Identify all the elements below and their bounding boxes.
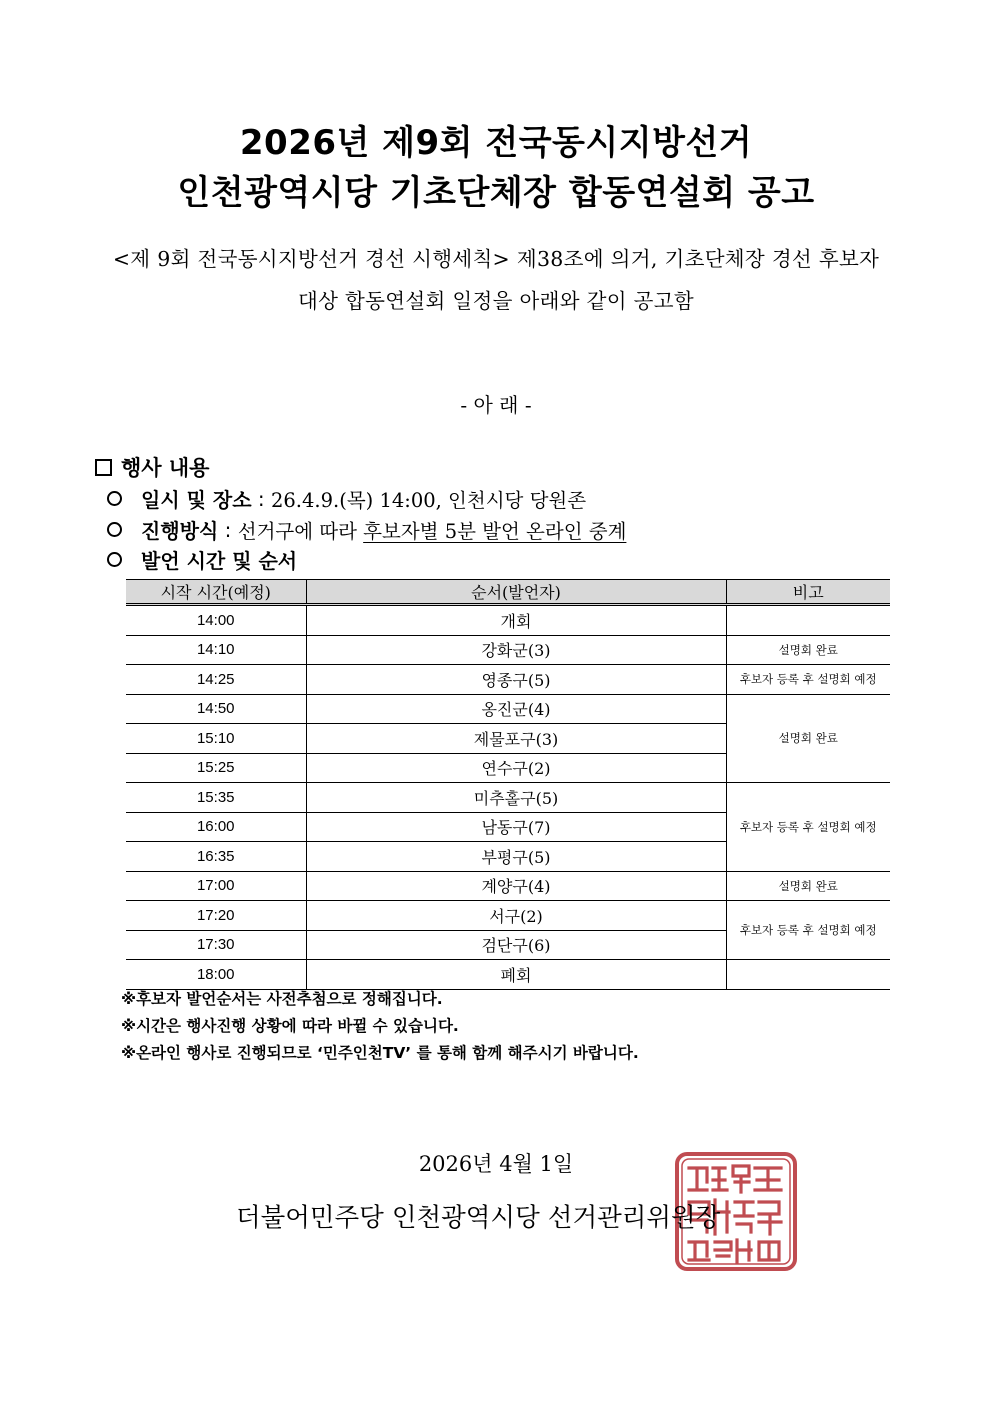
- bullet-method: [107, 515, 626, 544]
- cell-order: 남동구(7): [306, 812, 726, 842]
- cell-time: 14:25: [126, 665, 306, 695]
- cell-order: 제물포구(3): [306, 724, 726, 754]
- speech-order-label: 발언 시간 및 순서: [141, 549, 298, 573]
- cell-order: 강화군(3): [306, 635, 726, 665]
- checkbox-icon: [95, 459, 112, 476]
- title-line-2: 인천광역시당 기초단체장 합동연설회 공고: [177, 173, 815, 213]
- table-row: [126, 960, 890, 990]
- subtitle-line-2: 대상 합동연설회 일정을 아래와 같이 공고함: [298, 289, 694, 313]
- cell-order: 옹진군(4): [306, 694, 726, 724]
- cell-note: 후보자 등록 후 설명회 예정: [726, 901, 890, 960]
- organization-name: 더불어민주당 인천광역시당 선거관리위원장: [236, 1203, 721, 1233]
- cell-order: 검단구(6): [306, 930, 726, 960]
- cell-time: 17:00: [126, 871, 306, 901]
- cell-order: 개회: [306, 605, 726, 636]
- cell-note: [726, 605, 890, 636]
- cell-time: 15:35: [126, 783, 306, 813]
- cell-time: 18:00: [126, 960, 306, 990]
- cell-order: 영종구(5): [306, 665, 726, 695]
- title-line-1: 2026년 제9회 전국동시지방선거: [239, 123, 753, 163]
- cell-note: 후보자 등록 후 설명회 예정: [726, 665, 890, 695]
- cell-note: [726, 960, 890, 990]
- schedule-table: [126, 579, 890, 990]
- circle-bullet-icon: [107, 552, 122, 567]
- table-row: [126, 901, 890, 931]
- cell-time: 15:10: [126, 724, 306, 754]
- cell-order: 연수구(2): [306, 753, 726, 783]
- table-header-row: [126, 580, 890, 605]
- subtitle-line-1: <제 9회 전국동시지방선거 경선 시행세칙> 제38조에 의거, 기초단체장 경선 후보자: [112, 247, 880, 271]
- below-label: - 아 래 -: [460, 393, 532, 417]
- note-line-3: ※온라인 행사로 진행되므로 ‘민주인천TV’ 를 통해 함께 해주시기 바랍니다.: [121, 1044, 639, 1062]
- method-separator: :: [218, 517, 238, 542]
- cell-time: 17:20: [126, 901, 306, 931]
- cell-order: 서구(2): [306, 901, 726, 931]
- cell-time: 15:25: [126, 753, 306, 783]
- date-place-separator: :: [251, 486, 271, 511]
- method-prefix: 선거구에 따라: [237, 519, 364, 543]
- method-label: 진행방식: [141, 519, 219, 543]
- bullet-speech-order: [107, 545, 297, 574]
- table-row: [126, 605, 890, 636]
- date-place-label: 일시 및 장소: [141, 488, 252, 512]
- notes-block: [121, 986, 639, 1067]
- cell-time: 16:35: [126, 842, 306, 872]
- section-title: 행사 내용: [121, 456, 210, 480]
- header-order: 순서(발언자): [306, 580, 726, 605]
- cell-time: 14:50: [126, 694, 306, 724]
- table-row: [126, 694, 890, 724]
- cell-time: 14:00: [126, 605, 306, 636]
- cell-note: 설명회 완료: [726, 635, 890, 665]
- table-row: [126, 635, 890, 665]
- circle-bullet-icon: [107, 522, 122, 537]
- bullet-date-place: [107, 484, 586, 513]
- cell-order: 미추홀구(5): [306, 783, 726, 813]
- cell-time: 16:00: [126, 812, 306, 842]
- cell-note: 후보자 등록 후 설명회 예정: [726, 783, 890, 872]
- note-line-2: ※시간은 행사진행 상황에 따라 바뀔 수 있습니다.: [121, 1017, 459, 1035]
- circle-bullet-icon: [107, 491, 122, 506]
- announcement-date: 2026년 4월 1일: [418, 1152, 574, 1176]
- table-row: [126, 783, 890, 813]
- cell-order: 폐회: [306, 960, 726, 990]
- table-row: [126, 665, 890, 695]
- cell-time: 14:10: [126, 635, 306, 665]
- cell-order: 부평구(5): [306, 842, 726, 872]
- header-note: 비고: [726, 580, 890, 605]
- cell-note: 설명회 완료: [726, 871, 890, 901]
- cell-time: 17:30: [126, 930, 306, 960]
- header-start-time: 시작 시간(예정): [126, 580, 306, 605]
- method-underlined: 후보자별 5분 발언 온라인 중계: [363, 519, 627, 543]
- cell-note: 설명회 완료: [726, 694, 890, 783]
- note-line-1: ※후보자 발언순서는 사전추첨으로 정해집니다.: [121, 990, 443, 1008]
- table-row: [126, 871, 890, 901]
- date-place-value: 26.4.9.(목) 14:00, 인천시당 당원존: [270, 488, 587, 512]
- cell-order: 계양구(4): [306, 871, 726, 901]
- section-heading: [95, 452, 209, 482]
